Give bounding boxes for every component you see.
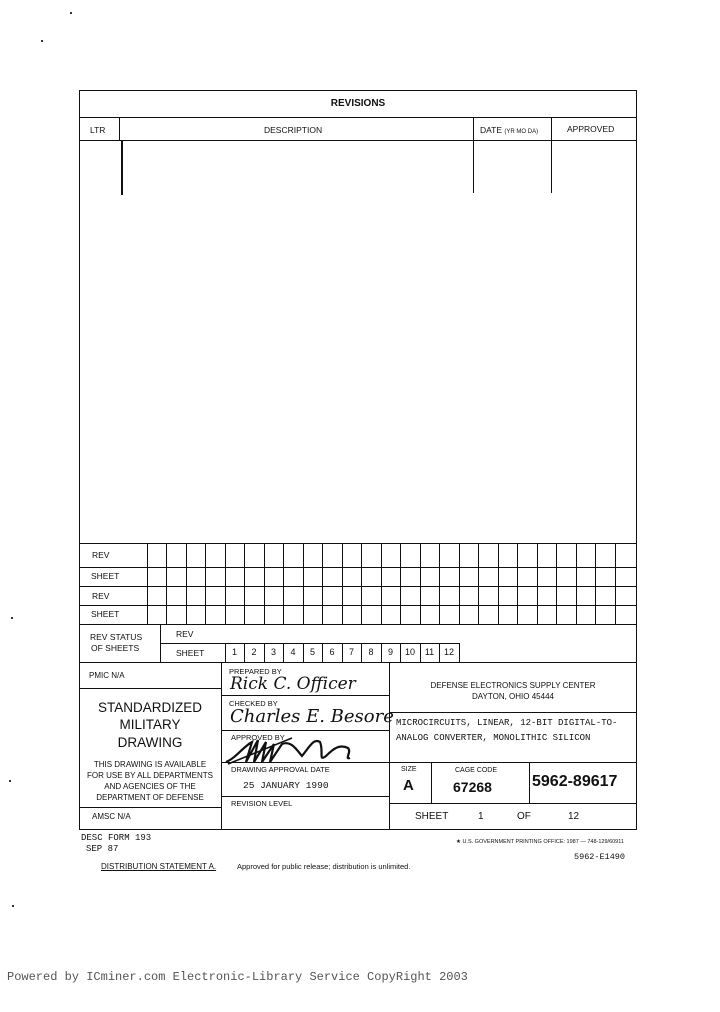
of-label: OF xyxy=(517,811,531,822)
scan-speck xyxy=(41,40,43,42)
rule xyxy=(79,807,221,808)
approved-by-signature xyxy=(222,732,362,768)
sheet-number: 8 xyxy=(368,647,374,657)
size-value: A xyxy=(403,777,414,794)
total-sheets-value: 12 xyxy=(568,811,580,822)
drawing-title-line: MICROCIRCUITS, LINEAR, 12-BIT DIGITAL-TO- xyxy=(396,718,618,728)
sheet-number: 4 xyxy=(290,647,296,657)
standardized-label: STANDARDIZED xyxy=(97,700,202,715)
checked-by-signature: Charles E. Besore xyxy=(230,706,394,727)
rule xyxy=(79,586,637,587)
agency-name: DEFENSE ELECTRONICS SUPPLY CENTER xyxy=(430,681,596,690)
document-number: 5962-89617 xyxy=(532,773,618,790)
grid-column-line xyxy=(342,543,343,624)
grid-column-line xyxy=(576,543,577,624)
grid-column-line xyxy=(400,543,401,624)
rev-row-label: REV xyxy=(92,591,110,601)
sheet-number: 12 xyxy=(443,647,454,657)
grid-column-line xyxy=(439,543,440,624)
sheet-number: 7 xyxy=(348,647,354,657)
status-sheet-label: SHEET xyxy=(176,648,205,658)
rule xyxy=(473,117,474,193)
rule xyxy=(551,117,552,193)
rule xyxy=(389,803,637,804)
grid-column-line xyxy=(556,543,557,624)
revisions-frame xyxy=(79,90,637,544)
grid-column-line xyxy=(303,543,304,624)
grid-column-line xyxy=(459,543,460,624)
powered-by-notice: Powered by ICminer.com Electronic-Library Service CopyRight 2003 xyxy=(7,970,468,984)
rev-grid-frame xyxy=(79,543,637,663)
scan-speck xyxy=(70,12,72,14)
sheet-row-label: SHEET xyxy=(91,609,120,619)
grid-column-line xyxy=(615,543,616,624)
grid-column-line xyxy=(478,543,479,624)
availability-line: DEPARTMENT OF DEFENSE xyxy=(96,793,204,802)
of-sheets-label: OF SHEETS xyxy=(91,643,140,653)
cage-code-value: 67268 xyxy=(453,779,492,795)
rev-status-label: REV STATUS xyxy=(90,632,143,642)
agency-address: DAYTON, OHIO 45444 xyxy=(472,692,554,701)
grid-column-line xyxy=(166,543,167,624)
amsc-label: AMSC N/A xyxy=(92,812,131,821)
distribution-label: DISTRIBUTION STATEMENT A. xyxy=(101,862,217,871)
rev-row-label: REV xyxy=(92,550,110,560)
grid-column-line xyxy=(381,543,382,624)
availability-line: THIS DRAWING IS AVAILABLE xyxy=(93,760,207,769)
scan-speck xyxy=(11,617,13,619)
sheet-number: 2 xyxy=(251,647,257,657)
rule xyxy=(160,624,161,663)
rule xyxy=(79,567,637,568)
description-header: DESCRIPTION xyxy=(264,125,323,135)
rule xyxy=(79,117,637,118)
date-header xyxy=(480,125,538,135)
revisions-title: REVISIONS xyxy=(330,98,386,109)
rule xyxy=(79,624,637,625)
size-label: SIZE xyxy=(401,766,417,773)
prepared-by-signature: Rick C. Officer xyxy=(230,674,356,694)
grid-column-line xyxy=(283,543,284,624)
checked-by-label: CHECKED BY xyxy=(229,699,278,708)
ltr-header: LTR xyxy=(90,125,106,135)
sheet-number: 3 xyxy=(270,647,276,657)
sheet-number: 5 xyxy=(309,647,315,657)
approval-date-value: 25 JANUARY 1990 xyxy=(243,780,329,791)
grid-column-line xyxy=(537,543,538,624)
form-date: SEP 87 xyxy=(86,844,119,854)
sheet-number: 6 xyxy=(329,647,335,657)
grid-column-line xyxy=(186,543,187,624)
sheet-number: 1 xyxy=(231,647,237,657)
drawing-title-line: ANALOG CONVERTER, MONOLITHIC SILICON xyxy=(396,733,591,743)
scan-speck xyxy=(9,780,11,782)
grid-column-line xyxy=(498,543,499,624)
cage-code-label: CAGE CODE xyxy=(455,767,498,774)
rule xyxy=(529,762,530,803)
approved-header: APPROVED xyxy=(567,124,615,134)
rule xyxy=(79,605,637,606)
sheet-value: 1 xyxy=(478,811,484,822)
prepared-by-label: PREPARED BY xyxy=(229,667,282,676)
gpo-line: ★ U.S. GOVERNMENT PRINTING OFFICE: 1987 — 748-129/60911 xyxy=(456,839,624,845)
approval-date-label: DRAWING APPROVAL DATE xyxy=(231,765,330,774)
rule xyxy=(221,730,389,731)
rule xyxy=(221,695,389,696)
grid-column-line xyxy=(595,543,596,624)
grid-column-line xyxy=(322,543,323,624)
grid-column-line xyxy=(264,543,265,624)
status-column-line xyxy=(459,643,460,662)
grid-column-line xyxy=(225,543,226,624)
rule xyxy=(79,688,221,689)
grid-column-line xyxy=(244,543,245,624)
sheet-number: 11 xyxy=(424,647,435,657)
sheet-row-label: SHEET xyxy=(91,571,120,581)
grid-column-line xyxy=(205,543,206,624)
form-number: DESC FORM 193 xyxy=(81,833,152,843)
distribution-text: Approved for public release; distribution is unlimited. xyxy=(237,862,411,871)
status-rev-label: REV xyxy=(176,629,194,639)
rule xyxy=(121,140,123,195)
sheet-number: 9 xyxy=(387,647,393,657)
sheet-label: SHEET xyxy=(415,811,449,822)
sheet-number: 10 xyxy=(404,647,415,657)
grid-column-line xyxy=(361,543,362,624)
rule xyxy=(431,762,432,803)
rule xyxy=(147,543,148,624)
rule xyxy=(221,796,389,797)
military-label: MILITARY xyxy=(119,717,181,732)
rule xyxy=(160,643,460,644)
revision-level-label: REVISION LEVEL xyxy=(231,799,293,808)
approved-by-label: APPROVED BY xyxy=(231,733,285,742)
pmic-label: PMIC N/A xyxy=(89,671,125,680)
grid-column-line xyxy=(420,543,421,624)
grid-column-line xyxy=(517,543,518,624)
rule xyxy=(119,117,120,140)
scan-speck xyxy=(12,905,14,907)
date-format-label: (YR MO DA) xyxy=(504,129,539,135)
rule xyxy=(389,712,637,713)
availability-line: AND AGENCIES OF THE xyxy=(104,782,196,791)
date-header-label: DATE xyxy=(480,125,503,135)
doc-code: 5962-E1490 xyxy=(574,852,626,862)
drawing-label: DRAWING xyxy=(117,735,183,750)
rule xyxy=(79,140,637,141)
availability-line: FOR USE BY ALL DEPARTMENTS xyxy=(87,771,213,780)
rule xyxy=(389,762,637,763)
